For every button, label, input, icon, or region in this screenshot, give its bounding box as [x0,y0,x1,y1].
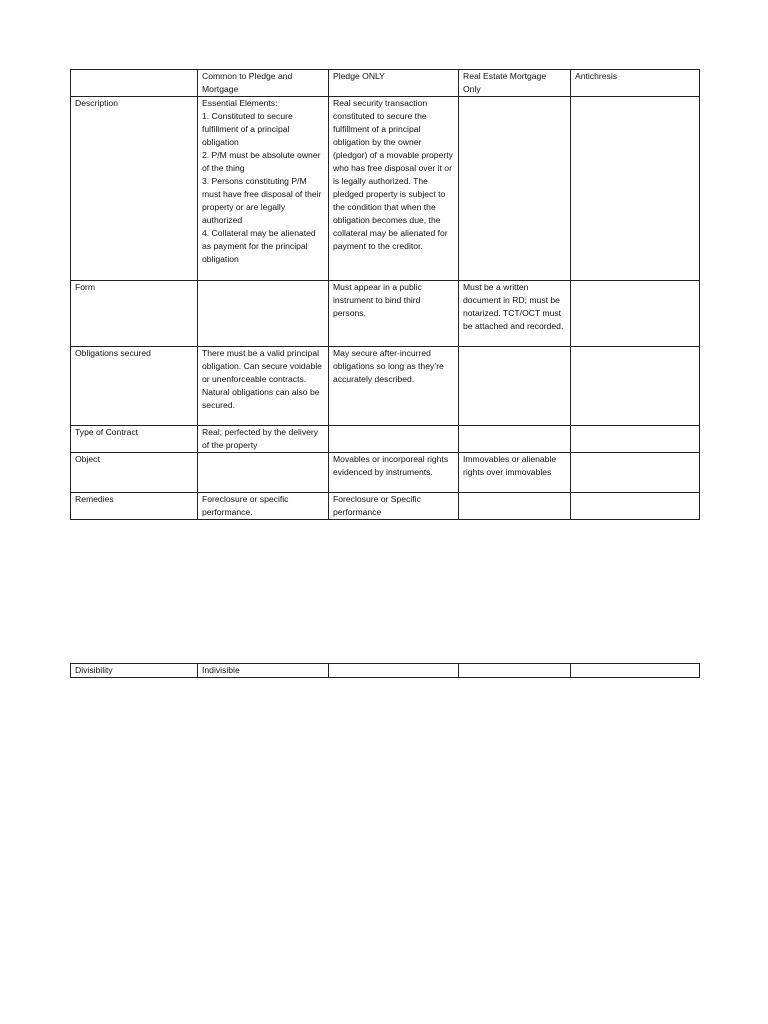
table-cell [198,453,329,493]
table-cell: Indivisible [198,664,329,678]
table-row [71,347,700,426]
table-cell [459,493,571,520]
table-cell: Immovables or alienable rights over immovables [459,453,571,493]
table-cell [571,493,700,520]
header-cell [71,70,198,97]
table-cell [198,281,329,347]
table-cell: Movables or incorporeal rights evidenced by instruments. [329,453,459,493]
table-cell [571,453,700,493]
table-row [71,97,700,281]
row-label: Type of Contract [71,426,198,453]
table-cell [459,426,571,453]
table-cell: May secure after-incurred obligations so long as they’re accurately described. [329,347,459,426]
header-row [71,70,700,97]
table-cell [571,347,700,426]
table-cell: Foreclosure or Specific performance [329,493,459,520]
row-label: Form [71,281,198,347]
comparison-table [70,69,700,520]
row-label: Object [71,453,198,493]
table-cell [571,97,700,281]
table-cell: Foreclosure or specific performance. [198,493,329,520]
table-cell [571,664,700,678]
table-cell: There must be a valid principal obligation. Can secure voidable or unenforceable contracts. Natural obligations can also be secured. [198,347,329,426]
table-row [71,426,700,453]
table-cell [459,664,571,678]
table-cell: Must be a written document in RD; must be notarized. TCT/OCT must be attached and recorded. [459,281,571,347]
table-cell: Real; perfected by the delivery of the property [198,426,329,453]
table-cell: Must appear in a public instrument to bind third persons. [329,281,459,347]
row-label: Description [71,97,198,281]
row-label: Remedies [71,493,198,520]
table-cell [459,97,571,281]
table-cell: Essential Elements: 1. Constituted to secure fulfillment of a principal obligation 2. P/M must be absolute owner of the thing 3. Persons constituting P/M must have free disposal of their property or are legally authorized 4. Collateral may be alienated as payment for the principal obligation [198,97,329,281]
table-cell: Real security transaction constituted to secure the fulfillment of a principal obligation by the owner (pledgor) of a movable property who has free disposal over it or is legally authorized. The pledged property is subject to the condition that when the obligation becomes due, the collateral may be alienated for payment to the creditor. [329,97,459,281]
table-row [71,664,700,678]
table-cell [329,426,459,453]
table-cell [571,426,700,453]
header-cell: Antichresis [571,70,700,97]
divisibility-table [70,663,700,678]
table-cell [571,281,700,347]
table-cell [459,347,571,426]
header-cell: Pledge ONLY [329,70,459,97]
row-label: Divisibility [71,664,198,678]
table-row [71,493,700,520]
row-label: Obligations secured [71,347,198,426]
header-cell: Common to Pledge and Mortgage [198,70,329,97]
header-cell: Real Estate Mortgage Only [459,70,571,97]
table-row [71,453,700,493]
table-cell [329,664,459,678]
table-row [71,281,700,347]
